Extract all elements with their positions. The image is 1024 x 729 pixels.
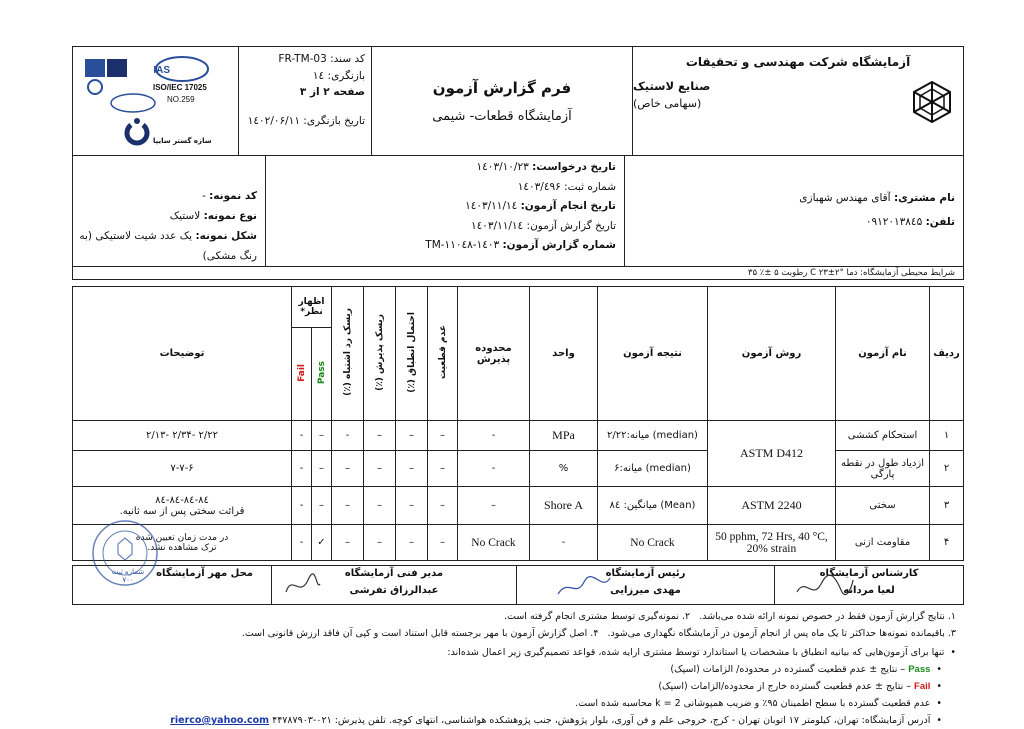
test-name: ازدیاد طول در نقطه پارگی: [836, 451, 930, 487]
page-number: صفحه ۲ از ۳: [299, 86, 365, 98]
phone-label: تلفن:: [925, 216, 955, 228]
report-date-label: تاریخ گزارش آزمون:: [526, 219, 616, 232]
customer-block: [624, 156, 963, 266]
note-2: ۲. نمونه‌گیری توسط مشتری انجام گرفته است.: [503, 611, 691, 622]
test-date: ۱٤۰۳/۱۱/۱٤: [465, 200, 518, 212]
expert-title: کارشناس آزمایشگاه: [819, 568, 919, 579]
form-subtitle: آزمایشگاه قطعات- شیمی: [432, 108, 572, 124]
col-reject-risk: ریسک رد اشتباه (٪): [332, 287, 364, 421]
accreditation-logos: [73, 47, 238, 155]
form-title-box: [371, 47, 632, 155]
test-name: سختی: [836, 487, 930, 525]
address: • آدرس آزمایشگاه: تهران، کیلومتر ۱۷ اتوبان تهران - کرج، خروجی علم و فن آوری، بلوار پژوهش، جنب پژوهشکده هواشناسی، انتهای کوچه. تلفن پذیرش: ۰۲۱-۴۴۷۸۷۹۰۳ rierco@yahoo.com: [72, 712, 956, 729]
chief-title: رئیس آزمایشگاه: [605, 568, 686, 579]
lab-name: آزمایشگاه شرکت مهندسی و تحقیقات: [685, 55, 911, 69]
document-code-box: [238, 47, 371, 155]
acceptance-limit: No Crack: [458, 525, 530, 561]
tech-manager-title: مدیر فنی آزمایشگاه: [344, 568, 444, 579]
note-4: ۴. اصل گزارش آزمون با مهر برجسته قابل استناد است و کپی آن فاقد ارزش قانونی است.: [241, 628, 599, 639]
test-result: (median) میانه:۶: [598, 451, 708, 487]
probability: –: [396, 451, 428, 487]
pass-mark: –: [312, 421, 332, 451]
test-date-label: تاریخ انجام آزمون:: [520, 200, 616, 212]
unit: %: [530, 451, 598, 487]
customer-info: [72, 156, 964, 267]
pass-rule: • Pass – نتایج ± عدم قطعیت گسترده در محدوده/ الزامات (اسپک): [72, 661, 956, 678]
table-row: [73, 421, 964, 451]
probability: –: [396, 487, 428, 525]
svg-text:IAS: IAS: [153, 65, 170, 76]
uncertainty-note: • عدم قطعیت گسترده با سطح اطمینان ۹۵٪ و ضریب همپوشانی k = 2 محاسبه شده است.: [72, 695, 956, 712]
pass-mark: –: [312, 451, 332, 487]
request-date-label: تاریخ درخواست:: [532, 161, 616, 173]
form-title: فرم گزارش آزمون: [432, 78, 572, 97]
col-result: نتیجه آزمون: [598, 287, 708, 421]
revision: بازنگری: ۱٤: [312, 69, 365, 82]
col-limit: محدوده پذیرش: [458, 287, 530, 421]
signatures: [72, 565, 964, 605]
tech-manager-signature: [271, 566, 516, 604]
uncertainty: –: [428, 525, 458, 561]
sample-type-label: نوع نمونه:: [203, 210, 257, 222]
probability: –: [396, 525, 428, 561]
chief-signature: [516, 566, 774, 604]
note-3: ۳. باقیمانده نمونه‌ها حداکثر تا یک ماه پس از انجام آزمون در آزمایشگاه نگهداری می‌شود.: [607, 628, 956, 639]
col-accept-risk: ریسک پذیرش (٪): [364, 287, 396, 421]
saipa-company-label: سازه گستر سایپا: [153, 137, 212, 145]
request-date: ۱٤۰۳/۱۰/۲۳: [476, 161, 529, 173]
col-pass: Pass: [312, 328, 332, 421]
results-table: [72, 286, 964, 561]
decision-rule: • تنها برای آزمون‌هایی که بیانیه انطباق با مشخصات یا استاندارد توسط مشتری ارایه شده، قواعد تصمیم‌گیری زیر اعمال شده‌اند:: [72, 644, 956, 661]
col-uncertainty: عدم قطعیت: [428, 287, 458, 421]
customer-label: نام مشتری:: [893, 192, 955, 204]
unit: MPa: [530, 421, 598, 451]
acceptance-limit: –: [458, 487, 530, 525]
note-1: ۱. نتایج گزارش آزمون فقط در خصوص نمونه ارائه شده می‌باشد.: [699, 611, 956, 622]
stamp-title: محل مهر آزمایشگاه: [156, 568, 253, 579]
sample-code: -: [201, 190, 206, 202]
col-fail: Fail: [292, 328, 312, 421]
probability: –: [396, 421, 428, 451]
signature-scribble-icon: [795, 572, 855, 602]
col-remarks: توضیحات: [73, 287, 292, 421]
expert-name: لعیا مردانه: [843, 585, 895, 596]
lab-name-2: صنایع لاستیک: [633, 79, 711, 93]
test-method: ASTM D412: [708, 421, 836, 487]
reject-risk: -: [332, 421, 364, 451]
report-no-label: شماره گزارش آزمون:: [502, 239, 616, 251]
acceptance-limit: -: [458, 421, 530, 451]
reject-risk: –: [332, 525, 364, 561]
remarks: ۷-۷-۶: [73, 451, 292, 487]
pass-check-icon: ✓: [312, 525, 332, 561]
report-no: ۱٤۰۳-TM-۱۱۰٤۸: [425, 239, 500, 251]
doc-code-label: کد سند:: [330, 53, 365, 65]
unit: Shore A: [530, 487, 598, 525]
table-header-row: [73, 287, 964, 328]
accept-risk: –: [364, 525, 396, 561]
customer-name: آقای مهندس شهبازی: [799, 192, 891, 204]
pass-mark: –: [312, 487, 332, 525]
test-result: (median) میانه:۲/۲۲: [598, 421, 708, 451]
reg-no-label: شماره ثبت:: [564, 180, 616, 193]
company-star-logo-icon: [909, 79, 955, 125]
accept-risk: –: [364, 421, 396, 451]
iso-number: NO.259: [167, 95, 195, 104]
doc-code: FR-TM-03: [278, 53, 327, 65]
table-row: [73, 525, 964, 561]
test-method: ASTM 2240: [708, 487, 836, 525]
reject-risk: –: [332, 487, 364, 525]
acceptance-limit: -: [458, 451, 530, 487]
lab-type: (سهامی خاص): [633, 97, 702, 110]
row-number: ۱: [930, 421, 964, 451]
fail-mark: -: [292, 487, 312, 525]
sample-type: لاستیک: [169, 210, 201, 222]
chief-name: مهدی میرزایی: [610, 585, 681, 596]
uncertainty: –: [428, 421, 458, 451]
sample-shape: یک عدد شیت لاستیکی (به رنگ مشکی): [79, 230, 257, 262]
fail-mark: -: [292, 525, 312, 561]
iso-label: ISO/IEC 17025: [153, 83, 207, 92]
row-number: ۲: [930, 451, 964, 487]
environmental-conditions: شرایط محیطی آزمایشگاه: دما °C ۲۳±۲ رطوبت ۵ ±٪ ۳۵: [72, 267, 964, 280]
stamp-text: شماره ثبت ۷۰۰: [111, 568, 145, 584]
fail-rule: • Fail – نتایج ± عدم قطعیت گسترده خارج از محدوده/الزامات (اسپک): [72, 678, 956, 695]
email-link[interactable]: rierco@yahoo.com: [170, 715, 270, 726]
test-result: No Crack: [598, 525, 708, 561]
report-header: [72, 46, 964, 156]
test-result: (Mean) میانگین: ۸٤: [598, 487, 708, 525]
signature-scribble-icon: [554, 572, 614, 602]
test-name: استحکام کششی: [836, 421, 930, 451]
unit: -: [530, 525, 598, 561]
sample-block: [73, 156, 265, 266]
test-method: 50 pphm, 72 Hrs, 40 °C, 20% strain: [708, 525, 836, 561]
sample-code-label: کد نمونه:: [209, 190, 257, 202]
col-probability: احتمال انطباق (٪): [396, 287, 428, 421]
sample-shape-label: شکل نمونه:: [195, 230, 257, 242]
col-unit: واحد: [530, 287, 598, 421]
reject-risk: –: [332, 451, 364, 487]
test-name: مقاومت ازنی: [836, 525, 930, 561]
reg-no: ۱٤۰۳/٤۹۶: [517, 180, 561, 193]
accept-risk: –: [364, 487, 396, 525]
col-row: ردیف: [930, 287, 964, 421]
expert-signature: [774, 566, 963, 604]
col-opinion: اظهار نظر*: [292, 287, 332, 328]
notes: [72, 608, 964, 729]
fail-mark: -: [292, 451, 312, 487]
row-number: ۴: [930, 525, 964, 561]
dates-block: [265, 156, 624, 266]
accept-risk: –: [364, 451, 396, 487]
revision-date: تاریخ بازنگری: ۱٤۰۲/۰۶/۱۱: [247, 114, 365, 127]
remarks: ۲/۲۲ -۲/۳۴ -۲/۱۳: [73, 421, 292, 451]
table-row: [73, 487, 964, 525]
uncertainty: –: [428, 487, 458, 525]
tech-manager-name: عبدالرزاق تفرشی: [349, 585, 439, 596]
col-test-name: نام آزمون: [836, 287, 930, 421]
signature-scribble-icon: [282, 572, 322, 600]
fail-mark: -: [292, 421, 312, 451]
remarks: ۸٤-۸٤-۸٤-۸٤ قرائت سختی پس از سه ثانیه.: [73, 487, 292, 525]
uncertainty: –: [428, 451, 458, 487]
col-method: روش آزمون: [708, 287, 836, 421]
row-number: ۳: [930, 487, 964, 525]
lab-identity: [632, 47, 963, 155]
iso-accreditation-logo-icon: [77, 51, 247, 151]
remarks: در مدت زمان تعیین شده ترک مشاهده نشد.: [73, 525, 292, 561]
report-date: ۱٤۰۳/۱۱/۱٤: [471, 219, 524, 232]
phone-number: ۰۹۱۲۰۱۳۸٤۵: [865, 216, 923, 228]
